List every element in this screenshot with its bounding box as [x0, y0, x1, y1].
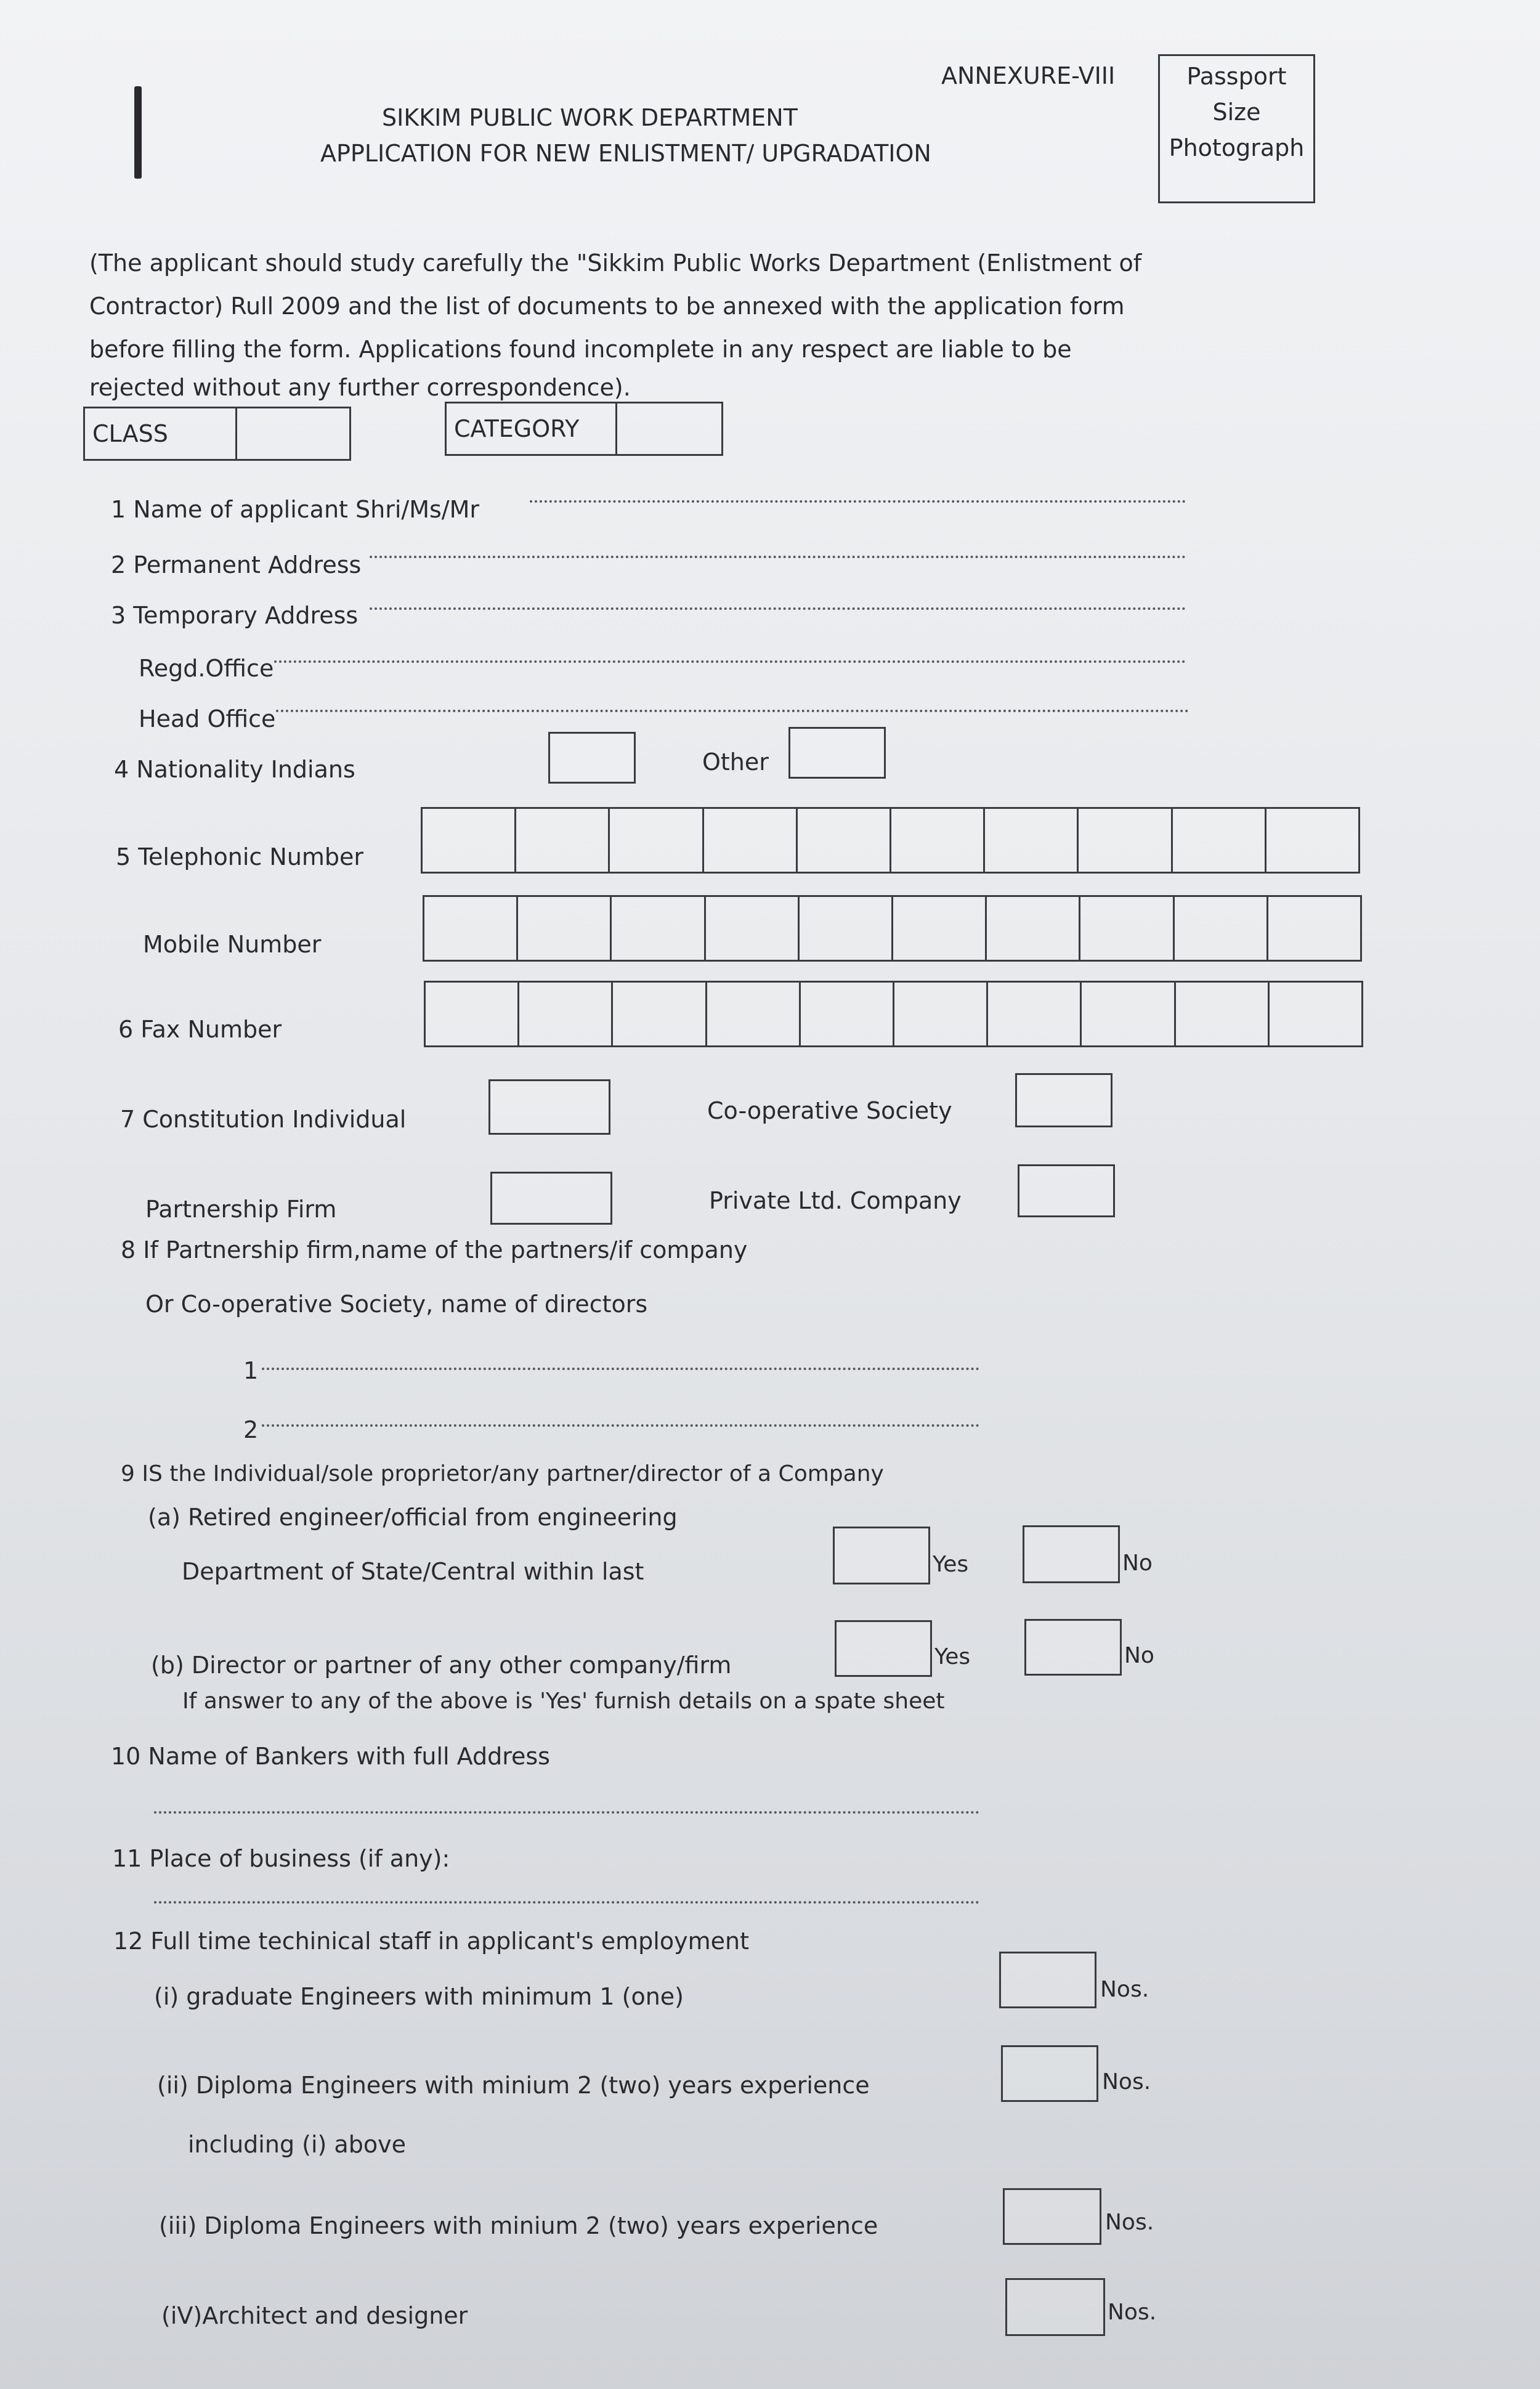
question-9a-yes-label: Yes	[933, 1552, 969, 1577]
nationality-other-label: Other	[702, 748, 769, 776]
private-company-checkbox[interactable]	[1018, 1164, 1115, 1217]
mobile-number-boxes[interactable]	[423, 895, 1362, 962]
partnership-firm-label: Partnership Firm	[145, 1196, 337, 1223]
applicant-name-label: 1 Name of applicant Shri/Ms/Mr	[111, 496, 480, 523]
fax-number-boxes[interactable]	[424, 981, 1363, 1047]
staff-architect-nos: Nos.	[1108, 2300, 1157, 2325]
category-label: CATEGORY	[447, 404, 617, 454]
director-2-label: 2	[243, 1416, 259, 1443]
fax-label: 6 Fax Number	[118, 1016, 282, 1043]
director-2-line[interactable]	[262, 1424, 979, 1427]
telephone-number-boxes[interactable]	[421, 807, 1360, 874]
head-office-label: Head Office	[139, 705, 276, 732]
instruction-line-3: before filling the form. Applications found incomplete in any respect are liable to be	[89, 336, 1072, 363]
temporary-address-line[interactable]	[370, 607, 1186, 610]
class-field[interactable]	[83, 407, 351, 461]
staff-graduate-count-box[interactable]	[999, 1952, 1096, 2008]
nationality-indian-checkbox[interactable]	[548, 732, 636, 784]
permanent-address-line[interactable]	[370, 556, 1186, 558]
question-9a-line1: (a) Retired engineer/official from engineering	[148, 1504, 678, 1531]
photo-label-1: Passport	[1186, 63, 1287, 90]
private-company-label: Private Ltd. Company	[709, 1187, 962, 1214]
question-9a-no-checkbox[interactable]	[1023, 1525, 1120, 1583]
staff-graduate-nos: Nos.	[1100, 1977, 1149, 2002]
coop-society-checkbox[interactable]	[1015, 1073, 1112, 1127]
applicant-name-line[interactable]	[530, 500, 1186, 503]
director-1-label: 1	[243, 1357, 259, 1384]
instruction-line-2: Contractor) Rull 2009 and the list of documents to be annexed with the application form	[89, 293, 1125, 320]
form-title: APPLICATION FOR NEW ENLISTMENT/ UPGRADATION	[320, 140, 931, 167]
annexure-label: ANNEXURE-VIII	[941, 62, 1116, 89]
coop-society-label: Co-operative Society	[707, 1097, 952, 1124]
question-9b-yes-label: Yes	[934, 1644, 971, 1669]
category-input-box[interactable]	[617, 404, 721, 454]
staff-architect-count-box[interactable]	[1005, 2278, 1105, 2336]
bankers-label: 10 Name of Bankers with full Address	[111, 1743, 550, 1770]
regd-office-line[interactable]	[274, 660, 1186, 663]
punch-mark	[134, 86, 142, 179]
department-title: SIKKIM PUBLIC WORK DEPARTMENT	[382, 104, 798, 131]
question-9b-no-checkbox[interactable]	[1024, 1619, 1122, 1676]
question-9-note: If answer to any of the above is 'Yes' furnish details on a spate sheet	[182, 1689, 945, 1714]
staff-diploma-count-box[interactable]	[1001, 2045, 1098, 2102]
class-input-box[interactable]	[237, 408, 349, 459]
temporary-address-label: 3 Temporary Address	[111, 602, 359, 629]
partners-label-line1: 8 If Partnership firm,name of the partners/if company	[121, 1236, 748, 1263]
technical-staff-label: 12 Full time techinical staff in applicant's employment	[113, 1928, 749, 1955]
staff-architect-label: (iV)Architect and designer	[161, 2302, 468, 2329]
staff-diploma-nos: Nos.	[1102, 2069, 1151, 2095]
nationality-label: 4 Nationality Indians	[114, 756, 355, 783]
staff-diploma-2-nos: Nos.	[1105, 2210, 1154, 2235]
photo-label-2: Size	[1212, 99, 1261, 126]
question-9b-no-label: No	[1124, 1643, 1154, 1668]
partnership-firm-checkbox[interactable]	[490, 1172, 612, 1225]
question-9b-yes-checkbox[interactable]	[835, 1620, 932, 1677]
mobile-label: Mobile Number	[143, 931, 322, 958]
regd-office-label: Regd.Office	[139, 655, 274, 682]
individual-checkbox[interactable]	[488, 1079, 610, 1135]
class-label: CLASS	[85, 408, 237, 459]
partners-label-line2: Or Co-operative Society, name of directors	[145, 1291, 648, 1318]
bankers-line[interactable]	[154, 1811, 979, 1814]
question-9b-label: (b) Director or partner of any other company/firm	[151, 1652, 732, 1679]
staff-diploma-label-line2: including (i) above	[188, 2131, 406, 2158]
head-office-line[interactable]	[276, 710, 1189, 712]
staff-diploma-label-line1: (ii) Diploma Engineers with minium 2 (two) years experience	[157, 2072, 870, 2099]
question-9a-yes-checkbox[interactable]	[833, 1527, 930, 1584]
instruction-line-4: rejected without any further correspondence).	[89, 374, 631, 401]
question-9a-line2: Department of State/Central within last	[182, 1558, 644, 1585]
passport-photo-box[interactable]	[1158, 54, 1315, 203]
photo-label-3: Photograph	[1169, 134, 1305, 161]
constitution-label: 7 Constitution Individual	[120, 1106, 407, 1133]
instruction-line-1: (The applicant should study carefully the "Sikkim Public Works Department (Enlistment of	[89, 249, 1142, 277]
question-9-label: 9 IS the Individual/sole proprietor/any partner/director of a Company	[121, 1461, 884, 1487]
place-of-business-line[interactable]	[154, 1901, 979, 1904]
category-field[interactable]	[445, 402, 723, 456]
staff-diploma-2-count-box[interactable]	[1003, 2188, 1101, 2245]
staff-graduate-label: (i) graduate Engineers with minimum 1 (one)	[154, 1983, 684, 2010]
nationality-other-checkbox[interactable]	[788, 727, 886, 779]
place-of-business-label: 11 Place of business (if any):	[112, 1845, 450, 1872]
director-1-line[interactable]	[262, 1368, 979, 1370]
question-9a-no-label: No	[1122, 1551, 1153, 1576]
permanent-address-label: 2 Permanent Address	[111, 551, 362, 578]
telephone-label: 5 Telephonic Number	[116, 843, 364, 870]
staff-diploma-2-label: (iii) Diploma Engineers with minium 2 (two) years experience	[159, 2212, 878, 2239]
